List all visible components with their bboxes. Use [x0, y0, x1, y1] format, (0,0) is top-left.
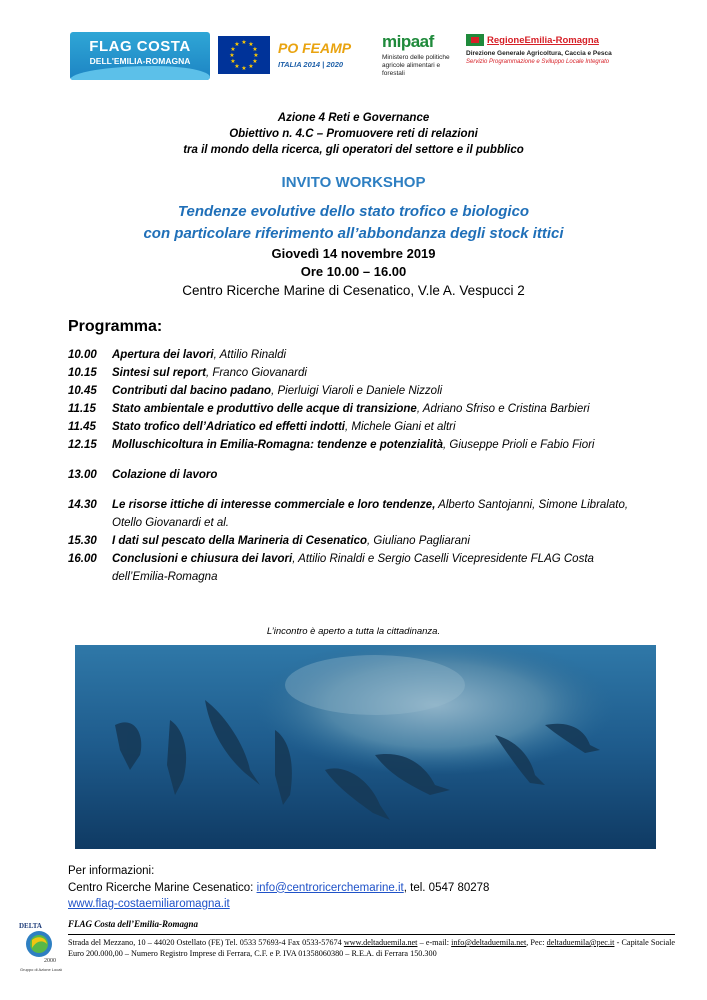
item-time: 14.30 — [68, 499, 97, 511]
event-time: Ore 10.00 – 16.00 — [300, 264, 407, 279]
item-time: 15.30 — [68, 535, 97, 547]
mipaaf-name: mipaaf — [382, 32, 434, 51]
objective-sub-line: tra il mondo della ricerca, gli operatori del settore e il pubblico — [183, 144, 524, 156]
item-speakers: , Michele Giani et altri — [345, 421, 456, 433]
flag-logo-subtitle: DELL'EMILIA-ROMAGNA — [89, 56, 191, 66]
regione-name: RegioneEmilia-Romagna — [487, 34, 599, 46]
svg-text:★: ★ — [241, 39, 247, 46]
programme-item — [68, 346, 648, 364]
footer-pec-label: , Pec: — [526, 938, 547, 947]
item-time: 11.45 — [68, 421, 96, 433]
svg-text:★: ★ — [253, 52, 259, 59]
flag-costa-logo — [70, 32, 210, 80]
feamp-title: PO FEAMP — [278, 40, 352, 56]
footer-email-label: – e-mail: — [417, 938, 452, 947]
po-feamp-logo — [278, 40, 358, 69]
programme-item — [68, 550, 648, 586]
footer-address — [68, 937, 675, 959]
open-to-public-note: L’incontro è aperto a tutta la cittadinanza. — [266, 626, 441, 637]
delta-logo-sub: Gruppo di Azione Locale — [20, 967, 62, 972]
info-block — [68, 863, 489, 913]
item-time: 12.15 — [68, 439, 97, 451]
item-time: 13.00 — [68, 469, 97, 481]
item-speakers: , Pierluigi Viaroli e Daniele Nizzoli — [271, 385, 443, 397]
item-title: Conclusioni e chiusura dei lavori — [112, 553, 293, 565]
eu-flag-logo — [218, 36, 270, 74]
item-time: 11.15 — [68, 403, 96, 415]
info-center: Centro Ricerche Marine Cesenatico: — [68, 881, 257, 894]
item-time: 10.45 — [68, 385, 97, 397]
regione-logo — [466, 34, 646, 66]
regione-service: Servizio Programmazione e Sviluppo Locale Integrato — [466, 59, 610, 65]
svg-text:★: ★ — [252, 46, 258, 53]
item-speakers: Alberto Santojanni, Simone Libralato, Otello Giovanardi et al. — [112, 499, 629, 529]
regione-department: Direzione Generale Agricoltura, Caccia e Pesca — [466, 50, 612, 57]
programme-title: Programma: — [68, 318, 163, 335]
item-speakers: , Attilio Rinaldi e Sergio Caselli Vicepresidente FLAG Costa dell’Emilia-Romagna — [112, 553, 594, 583]
svg-text:★: ★ — [241, 65, 247, 72]
footer-site-link[interactable]: www.deltaduemila.net — [343, 938, 418, 947]
footer-address-text: Strada del Mezzano, 10 – 44020 Ostellato (FE) Tel. 0533 57693-4 Fax 0533-57674 — [68, 938, 344, 947]
item-title: I dati sul pescato della Marineria di Cesenatico — [112, 535, 367, 547]
item-speakers: , Attilio Rinaldi — [213, 349, 287, 361]
programme-item — [68, 400, 648, 418]
item-speakers: , Adriano Sfriso e Cristina Barbieri — [416, 403, 590, 415]
footer-registry: - Capitale Sociale Euro 200.000,00 – Numero Registro Imprese di Ferrara, C.F. e P. IVA 01358060380 – R.E.A. di Ferrara 150.300 — [68, 938, 675, 958]
svg-text:★: ★ — [252, 58, 258, 65]
item-title: Stato ambientale e produttivo delle acque di transizione — [112, 403, 417, 415]
programme-item — [68, 496, 648, 532]
svg-text:★: ★ — [248, 63, 254, 70]
item-speakers: , Giuseppe Prioli e Fabio Fiori — [443, 439, 595, 451]
svg-text:★: ★ — [234, 41, 240, 48]
info-email-link[interactable]: info@centroricerchemarine.it — [256, 881, 404, 894]
item-title: Molluschicoltura in Emilia-Romagna: tendenze e potenzialità — [112, 439, 443, 451]
footer-email-link[interactable]: info@deltaduemila.net — [451, 938, 527, 947]
flag-logo-title: FLAG COSTA — [89, 38, 191, 55]
website-link[interactable]: www.flag-costaemiliaromagna.it — [68, 898, 230, 910]
item-title: Le risorse ittiche di interesse commerciale e loro tendenze, — [112, 499, 436, 511]
date-block — [0, 245, 707, 281]
item-title: Apertura dei lavori — [112, 349, 214, 361]
programme-item — [68, 418, 648, 436]
topic-line-1: Tendenze evolutive dello stato trofico e biologico — [177, 203, 530, 220]
info-label: Per informazioni: — [68, 865, 155, 877]
topic-line-2: con particolare riferimento all’abbondanza degli stock ittici — [143, 225, 564, 242]
svg-text:★: ★ — [234, 63, 240, 70]
item-time: 10.00 — [68, 349, 97, 361]
programme-item — [68, 382, 648, 400]
delta-logo-year: 2000 — [44, 958, 56, 964]
feamp-period: ITALIA 2014 | 2020 — [278, 60, 344, 69]
info-contact-line — [68, 880, 489, 897]
mipaaf-subtitle: Ministero delle politiche agricole alimentari e forestali — [382, 54, 450, 77]
info-tel: , tel. 0547 80278 — [403, 881, 490, 894]
item-title: Colazione di lavoro — [112, 469, 218, 481]
delta-2000-logo — [18, 918, 62, 974]
mipaaf-logo — [382, 32, 460, 78]
svg-text:★: ★ — [230, 58, 236, 65]
objective-line: Obiettivo n. 4.C – Promuovere reti di relazioni — [229, 128, 478, 140]
programme-item — [68, 532, 648, 550]
item-time: 10.15 — [68, 367, 97, 379]
action-block — [0, 110, 707, 158]
item-title: Contributi dal bacino padano — [112, 385, 272, 397]
item-time: 16.00 — [68, 553, 97, 565]
footer-divider — [68, 934, 675, 935]
item-title: Stato trofico dell’Adriatico ed effetti indotti — [112, 421, 345, 433]
action-line: Azione 4 Reti e Governance — [277, 112, 430, 124]
logo-bar — [70, 30, 645, 90]
item-speakers: , Franco Giovanardi — [205, 367, 307, 379]
footer-pec-link[interactable]: deltaduemila@pec.it — [546, 938, 615, 947]
programme-item — [68, 466, 648, 484]
svg-text:★: ★ — [248, 41, 254, 48]
delta-logo-top: DELTA — [19, 922, 42, 930]
event-date: Giovedì 14 novembre 2019 — [271, 246, 436, 261]
svg-text:★: ★ — [229, 52, 235, 59]
item-title: Sintesi sul report — [112, 367, 206, 379]
programme-item — [68, 436, 648, 454]
dolphins-photo — [75, 645, 656, 849]
workshop-topic — [0, 201, 707, 245]
regione-mark-icon — [466, 34, 484, 46]
event-place: Centro Ricerche Marine di Cesenatico, V.le A. Vespucci 2 — [182, 283, 525, 298]
item-speakers: , Giuliano Pagliarani — [367, 535, 470, 547]
programme-item — [68, 364, 648, 382]
programme-list — [68, 346, 648, 586]
svg-text:★: ★ — [230, 46, 236, 53]
invite-heading: INVITO WORKSHOP — [281, 174, 426, 191]
footer-title: FLAG Costa dell’Emilia-Romagna — [68, 919, 199, 929]
